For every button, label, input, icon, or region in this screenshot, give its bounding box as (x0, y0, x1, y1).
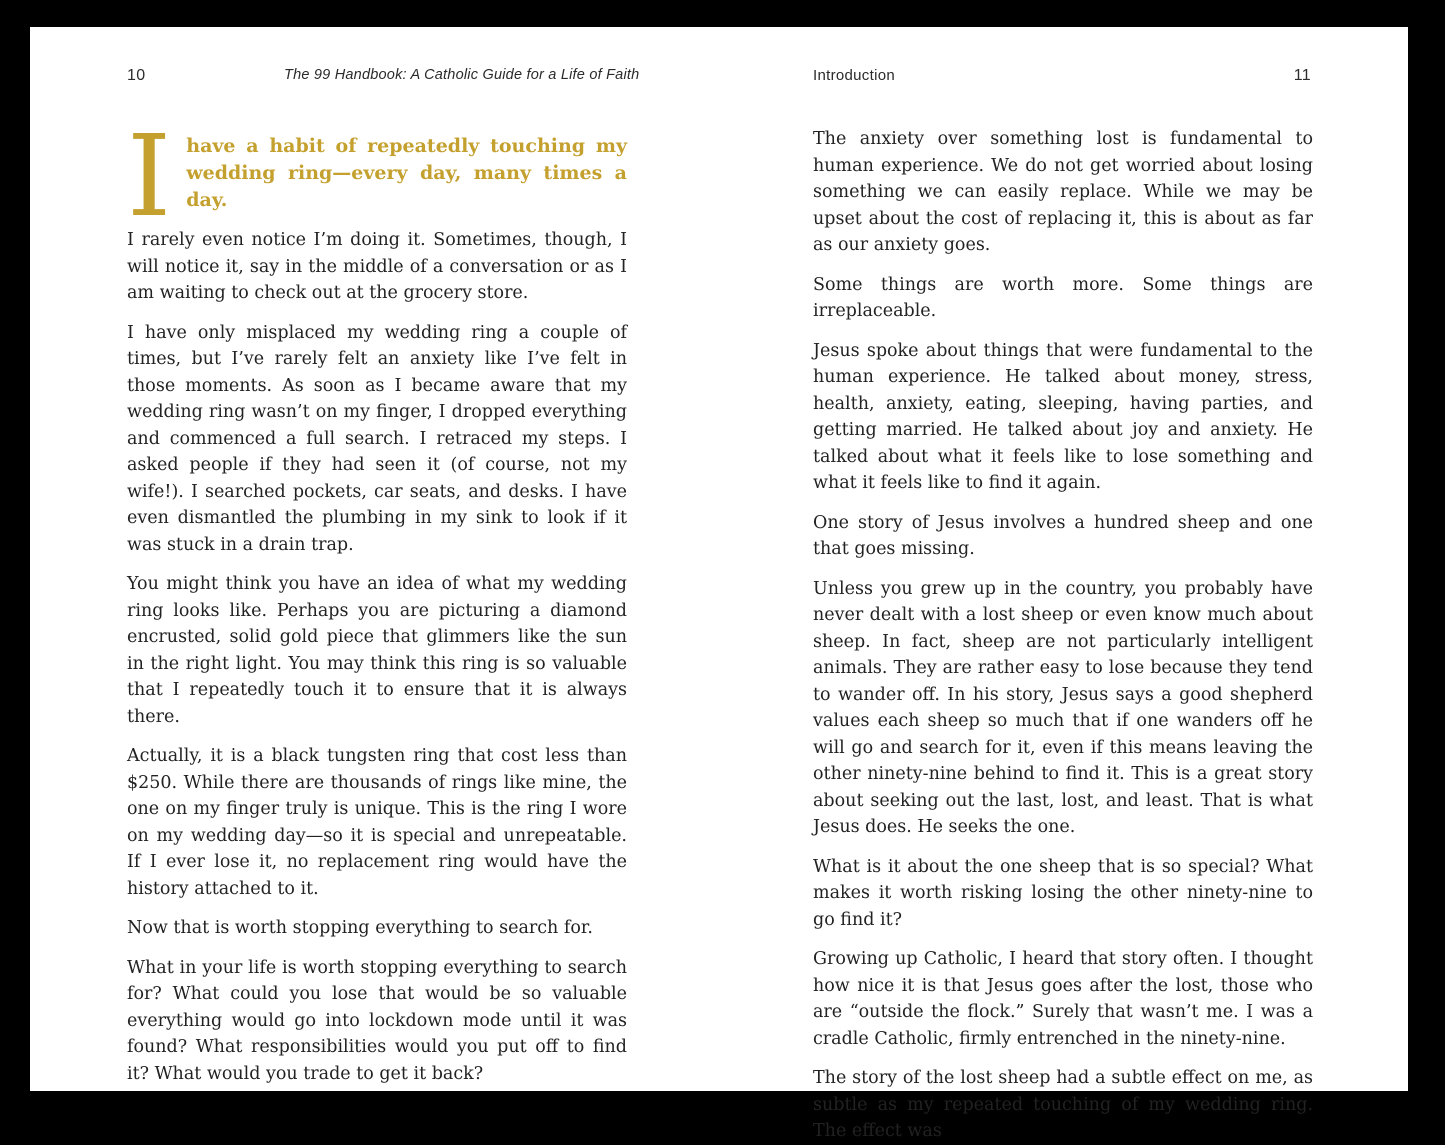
paragraph: Jesus spoke about things that were fundamental to the human experience. He talked about money, stress, health, anxiety, eating, sleeping, having parties, and getting married. He talked about joy and anxiety. He talked about what it feels like to lose something and what it feels like to find it again. (813, 340, 1313, 493)
page-body-right (813, 126, 1313, 1145)
page-number-right: 11 (1293, 67, 1311, 84)
paragraph: I rarely even notice I’m doing it. Sometimes, though, I will notice it, say in the middle of a conversation or as I am waiting to check out at the grocery store. (127, 230, 627, 303)
running-header-book-title: The 99 Handbook: A Catholic Guide for a Life of Faith (284, 67, 640, 83)
page-left (127, 27, 640, 1091)
paragraph: What in your life is worth stopping everything to search for? What could you lose that would be so valuable everything would go into lockdown mode until it was found? What responsibilities would you put off to find it? What would you trade to get it back? (127, 957, 627, 1084)
paragraph: Some things are worth more. Some things are irreplaceable. (813, 274, 1313, 321)
paragraph: The anxiety over something lost is fundamental to human experience. We do not get worried about losing something we can easily replace. While we may be upset about the cost of replacing it, this is about as far as our anxiety goes. (813, 129, 1313, 255)
paragraph: You might think you have an idea of what my wedding ring looks like. Perhaps you are picturing a diamond encrusted, solid gold piece that glimmers like the sun in the right light. You may think this ring is so valuable that I repeatedly touch it to ensure that it is always there. (127, 574, 627, 727)
page-header-left (127, 67, 640, 89)
page-number-left: 10 (127, 67, 146, 84)
paragraph: What is it about the one sheep that is so special? What makes it worth risking losing the other ninety-nine to go find it? (813, 856, 1313, 930)
paragraph: Unless you grew up in the country, you probably have never dealt with a lost sheep or even know much about sheep. In fact, sheep are not particularly intelligent animals. They are rather easy to lose because they tend to wander off. In his story, Jesus says a good shepherd values each sheep so much that if one wanders off he will go and search for it, even if this means leaving the other ninety-nine behind to find it. This is a great story about seeking out the last, lost, and least. That is what Jesus does. He seeks the one. (813, 578, 1313, 837)
paragraph: Now that is worth stopping everything to search for. (127, 918, 593, 938)
running-header-chapter: Introduction (813, 67, 895, 84)
paragraph: The story of the lost sheep had a subtle effect on me, as subtle as my repeated touching of my wedding ring. The effect was (813, 1068, 1313, 1141)
page-right (813, 27, 1313, 1141)
book-spread (30, 27, 1408, 1141)
page-body-left (127, 112, 627, 1087)
opening-lead-sentence (127, 112, 627, 242)
left-page-paragraphs (127, 227, 627, 1087)
paragraph: One story of Jesus involves a hundred sheep and one that goes missing. (813, 512, 1313, 559)
paragraph: Actually, it is a black tungsten ring that cost less than $250. While there are thousands of rings like mine, the one on my finger truly is unique. This is the ring I wore on my wedding day—so it is special and unrepeatable. If I ever lose it, no replacement ring would have the history attached to it. (127, 746, 627, 899)
page-header-right (813, 67, 1313, 89)
paragraph: Growing up Catholic, I heard that story often. I thought how nice it is that Jesus goes after the lost, those who are “outside the flock.” Surely that wasn’t me. I was a cradle Catholic, firmly entrenched in the ninety-nine. (813, 949, 1313, 1049)
drop-cap: I (127, 112, 172, 242)
lead-text: have a habit of repeatedly touching my wedding ring—every day, many times a day. (186, 135, 627, 211)
paragraph: I have only misplaced my wedding ring a couple of times, but I’ve rarely felt an anxiety like I’ve felt in those moments. As soon as I became aware that my wedding ring wasn’t on my finger, I dropped everything and commenced a full search. I retraced my steps. I asked people if they had seen it (of course, not my wife!). I searched pockets, car seats, and desks. I have even dismantled the plumbing in my sink to look if it was stuck in a drain trap. (127, 322, 627, 555)
right-page-paragraphs (813, 126, 1313, 1145)
